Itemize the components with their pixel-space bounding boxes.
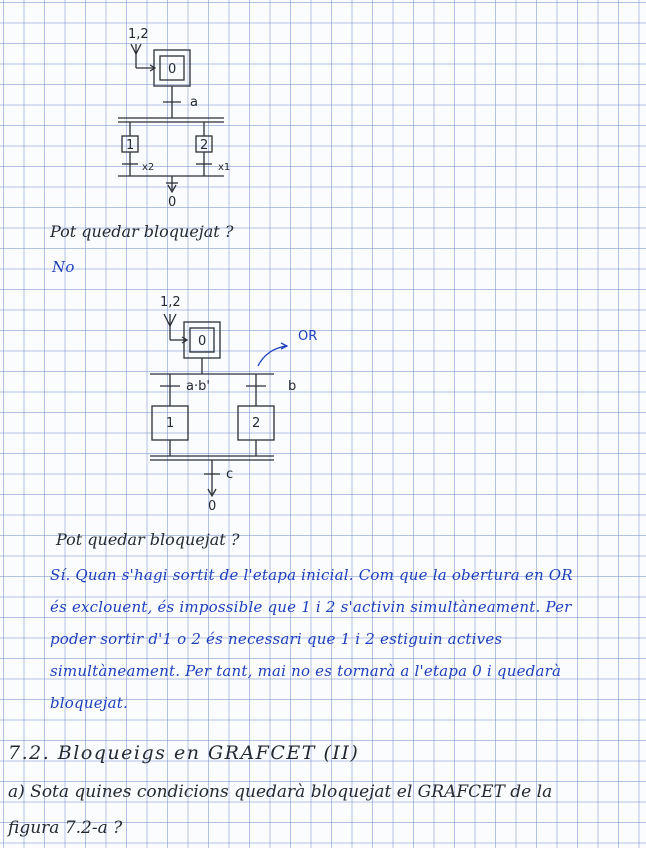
d1-step-2: 2 [200,138,209,153]
d1-transition-a: a [190,95,198,110]
d1-start-label: 1,2 [128,27,149,42]
answer-2-line-1: Sí. Quan s'hagi sortit de l'etapa inicial. Com que la obertura en OR [50,566,573,584]
d2-transition-ab: a·b' [186,379,210,394]
section-line-1: a) Sota quines condicions quedarà bloquejat el GRAFCET de la [8,782,553,802]
section-line-2: figura 7.2-a ? [8,818,123,838]
d1-end-label: 0 [168,195,177,210]
d1-step-1: 1 [126,138,135,153]
d2-end-label: 0 [208,499,217,513]
d1-transition-x1: x1 [218,162,231,173]
d2-start-label: 1,2 [160,295,181,310]
question-1: Pot quedar bloquejat ? [50,222,234,241]
d2-step-2: 2 [252,416,261,431]
answer-2-line-5: bloquejat. [50,694,128,712]
d2-step-1: 1 [166,416,175,431]
grafcet-diagram-1 [100,10,280,210]
answer-1: No [52,258,75,276]
d2-initial-step-number: 0 [198,334,207,349]
section-heading: 7.2. Bloqueigs en GRAFCET (II) [8,742,360,764]
question-2: Pot quedar bloquejat ? [56,530,240,549]
grafcet-diagram-2 [140,288,340,513]
d2-transition-b: b [288,379,297,394]
d1-transition-x2: x2 [142,162,155,173]
answer-2-line-2: és exclouent, és impossible que 1 i 2 s'activin simultàneament. Per [50,598,572,616]
answer-2-line-3: poder sortir d'1 o 2 és necessari que 1 i 2 estiguin actives [50,630,503,648]
d2-or-label: OR [298,329,318,344]
answer-2-line-4: simultàneament. Per tant, mai no es tornarà a l'etapa 0 i quedarà [50,662,562,680]
d2-transition-c: c [226,467,234,482]
d1-initial-step-number: 0 [168,62,177,77]
